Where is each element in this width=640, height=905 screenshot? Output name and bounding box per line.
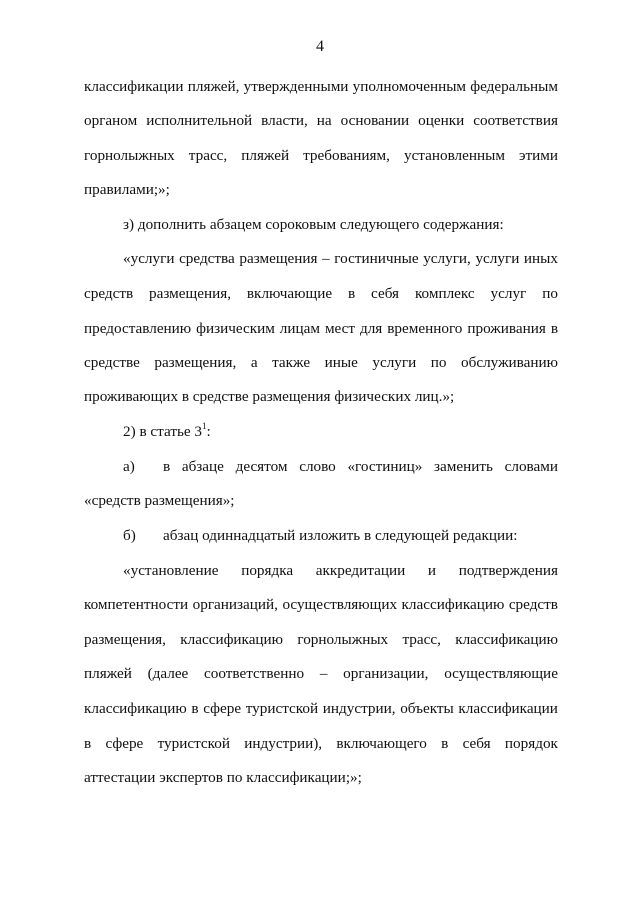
word: порядок — [504, 735, 558, 752]
word: туристской — [157, 735, 230, 752]
text-line — [123, 249, 558, 269]
word: также — [272, 354, 311, 371]
word: пляжей — [84, 665, 132, 682]
word: осуществляющих — [282, 596, 398, 613]
word: словами — [504, 458, 558, 475]
word: услуги — [372, 354, 417, 371]
text-line: проживающих в средстве размещения физических лиц.»; — [84, 388, 455, 405]
word: мест — [324, 320, 356, 337]
word: слово — [299, 458, 336, 475]
text-line: аттестации экспертов по классификации;»; — [84, 769, 362, 786]
word: исполнительной — [146, 112, 253, 129]
word: средства — [179, 250, 235, 267]
word: подтверждения — [458, 562, 558, 579]
word: размещения — [239, 250, 318, 267]
article-colon: : — [206, 423, 211, 440]
text-line — [84, 77, 558, 97]
word: средств — [508, 596, 558, 613]
word: в — [84, 735, 92, 752]
word: организаций, — [192, 596, 278, 613]
word: в — [550, 320, 558, 337]
word: оценки — [418, 112, 465, 129]
word: в — [347, 285, 356, 302]
word: на — [316, 112, 332, 129]
word: включающие — [246, 285, 333, 302]
word: этими — [518, 147, 558, 164]
word: утвержденными — [243, 78, 349, 95]
word: классификации — [458, 700, 558, 717]
text-line — [84, 146, 558, 166]
word: лицам — [279, 320, 320, 337]
text-line — [84, 699, 558, 719]
word: классификацию — [455, 631, 558, 648]
word: трасс, — [188, 147, 228, 164]
text-line — [84, 734, 558, 754]
word: индустрии), — [244, 735, 323, 752]
word: – — [322, 250, 330, 267]
word: себя — [371, 285, 400, 302]
word: горнолыжных — [297, 631, 389, 648]
word: средстве — [84, 354, 140, 371]
word: абзаце — [181, 458, 224, 475]
word: федеральным — [470, 78, 558, 95]
text-line — [84, 111, 558, 131]
page-number: 4 — [316, 38, 324, 55]
word: соответственно — [204, 665, 305, 682]
superscript: 1 — [202, 420, 207, 431]
word: сфере — [105, 735, 144, 752]
word: классификацию — [401, 596, 505, 613]
text-line — [84, 664, 558, 684]
word: (далее — [147, 665, 189, 682]
word: в — [191, 700, 199, 717]
word: в — [163, 458, 171, 475]
word: аккредитации — [315, 562, 406, 579]
list-marker: б) — [123, 527, 136, 544]
word: горнолыжных — [84, 147, 175, 164]
text-line-article — [123, 422, 558, 442]
text-line — [163, 457, 558, 477]
word: заменить — [434, 458, 493, 475]
text-line — [84, 595, 558, 615]
text-line — [123, 561, 558, 581]
word: временного — [387, 320, 463, 337]
word: в — [441, 735, 449, 752]
word: классификацию — [84, 700, 187, 717]
word: размещения, — [149, 285, 231, 302]
word: услуги — [475, 250, 520, 267]
word: индустрии, — [322, 700, 396, 717]
word: трасс, — [402, 631, 441, 648]
word: объекты — [400, 700, 454, 717]
text-line: «средств размещения»; — [84, 492, 235, 509]
word: для — [360, 320, 383, 337]
word: услуги, — [423, 250, 471, 267]
text-line — [84, 353, 558, 373]
word: десятом — [235, 458, 288, 475]
word: пляжей, — [187, 78, 240, 95]
word: средств — [84, 285, 134, 302]
word: и — [427, 562, 437, 579]
word: «услуги — [123, 250, 175, 267]
text-line: абзац одиннадцатый изложить в следующей редакции: — [163, 527, 518, 544]
text-line — [84, 630, 558, 650]
article-ref-text: 2) в статье 3 — [123, 423, 203, 440]
word: власти, — [261, 112, 308, 129]
word: пляжей — [241, 147, 290, 164]
word: размещения, — [154, 354, 237, 371]
text-line — [84, 319, 558, 339]
word: физическим — [196, 320, 275, 337]
text-line: з) дополнить абзацем сороковым следующего содержания: — [123, 216, 504, 233]
word: уполномоченным — [352, 78, 467, 95]
word: иные — [324, 354, 358, 371]
word: требованиям, — [303, 147, 390, 164]
word: соответствия — [473, 112, 558, 129]
word: осуществляющие — [444, 665, 558, 682]
word: по — [542, 285, 558, 302]
text-line — [84, 284, 558, 304]
word: классификации — [84, 78, 184, 95]
word: предоставлению — [84, 320, 192, 337]
word: обслуживанию — [461, 354, 558, 371]
word: «гостиниц» — [347, 458, 423, 475]
list-marker: а) — [123, 458, 135, 475]
word: услуг — [490, 285, 527, 302]
word: иных — [523, 250, 558, 267]
word: – — [319, 665, 328, 682]
word: туристской — [245, 700, 319, 717]
word: а — [250, 354, 258, 371]
word: себя — [462, 735, 491, 752]
word: органом — [84, 112, 138, 129]
word: комплекс — [414, 285, 475, 302]
word: установленным — [403, 147, 505, 164]
text-line: правилами;»; — [84, 181, 170, 198]
word: организации, — [343, 665, 429, 682]
word: сфере — [203, 700, 242, 717]
word: компетентности — [84, 596, 189, 613]
word: проживания — [467, 320, 546, 337]
word: размещения, — [84, 631, 166, 648]
word: по — [430, 354, 447, 371]
word: классификацию — [180, 631, 284, 648]
word: основании — [340, 112, 410, 129]
word: «установление — [123, 562, 219, 579]
word: порядка — [241, 562, 294, 579]
word: включающего — [336, 735, 427, 752]
word: гостиничные — [334, 250, 419, 267]
